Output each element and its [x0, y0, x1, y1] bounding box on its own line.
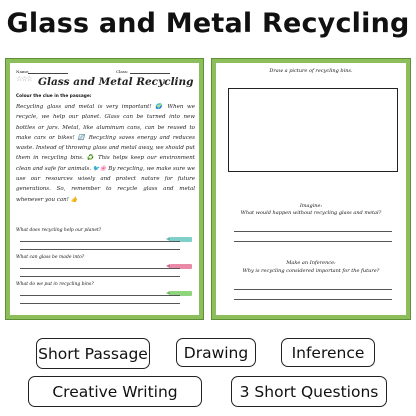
name-label: Name: — [16, 69, 30, 74]
worksheet-activity-page — [211, 58, 411, 320]
question-2 — [16, 255, 196, 285]
reading-page-paper — [10, 63, 199, 315]
activity-page-paper — [216, 63, 406, 315]
tag-3-short-questions: 3 Short Questions — [231, 376, 387, 407]
page-title: Glass and Metal Recycling — [6, 8, 410, 39]
answer-line — [234, 231, 392, 232]
question-text: What can glass be made into? — [16, 255, 85, 260]
tag-creative-writing: Creative Writing — [28, 376, 202, 407]
drawing-prompt: Draw a picture of recycling bins. — [269, 68, 353, 74]
worksheet-reading-page — [5, 58, 204, 320]
tag-short-passage: Short Passage — [36, 338, 150, 369]
name-line — [28, 73, 68, 74]
rating-stars-icon: ☆☆☆ — [16, 75, 32, 83]
answer-line — [234, 241, 392, 242]
instructions: Colour the clue in the passage: — [16, 94, 92, 99]
answer-line — [20, 241, 180, 242]
class-label: Class: — [116, 69, 129, 74]
answer-line — [20, 295, 180, 296]
answer-line — [234, 299, 392, 300]
class-line — [130, 73, 170, 74]
question-text: What does recycling help our planet? — [16, 228, 102, 233]
question-1 — [16, 228, 196, 258]
inference-heading: Make an Inference: — [286, 260, 336, 266]
tag-inference: Inference — [281, 338, 375, 367]
imagine-heading: Imagine: — [299, 203, 323, 209]
answer-line — [20, 276, 180, 277]
reading-passage: Recycling glass and metal is very important! 🌍 When we recycle, we help our planet. Glass can be turned into new bottles or jars. Metal, like aluminum cans, can be reused to make cars or bikes! 🔄 Recycling saves energy and reduces waste. Instead of throwing glass and metal away, we should put them in recycling bins. ♻️ This helps keep our environment clean and safe for animals. 🐦🌸 By recycling, we make sure we use our resources wisely and protect nature for future generations. So, remember to recycle glass and metal whenever you can! 👍 — [16, 104, 195, 203]
answer-line — [20, 249, 180, 250]
question-3 — [16, 282, 196, 312]
inference-question: Why is recycling considered important for the future? — [242, 268, 380, 274]
answer-line — [20, 303, 180, 304]
imagine-question: What would happen without recycling glass and metal? — [240, 210, 382, 216]
question-text: What do we put in recycling bins? — [16, 282, 94, 287]
answer-line — [20, 268, 180, 269]
drawing-box — [228, 88, 398, 172]
answer-line — [234, 289, 392, 290]
passage-title: Glass and Metal Recycling — [38, 76, 194, 88]
tag-drawing: Drawing — [176, 338, 256, 367]
